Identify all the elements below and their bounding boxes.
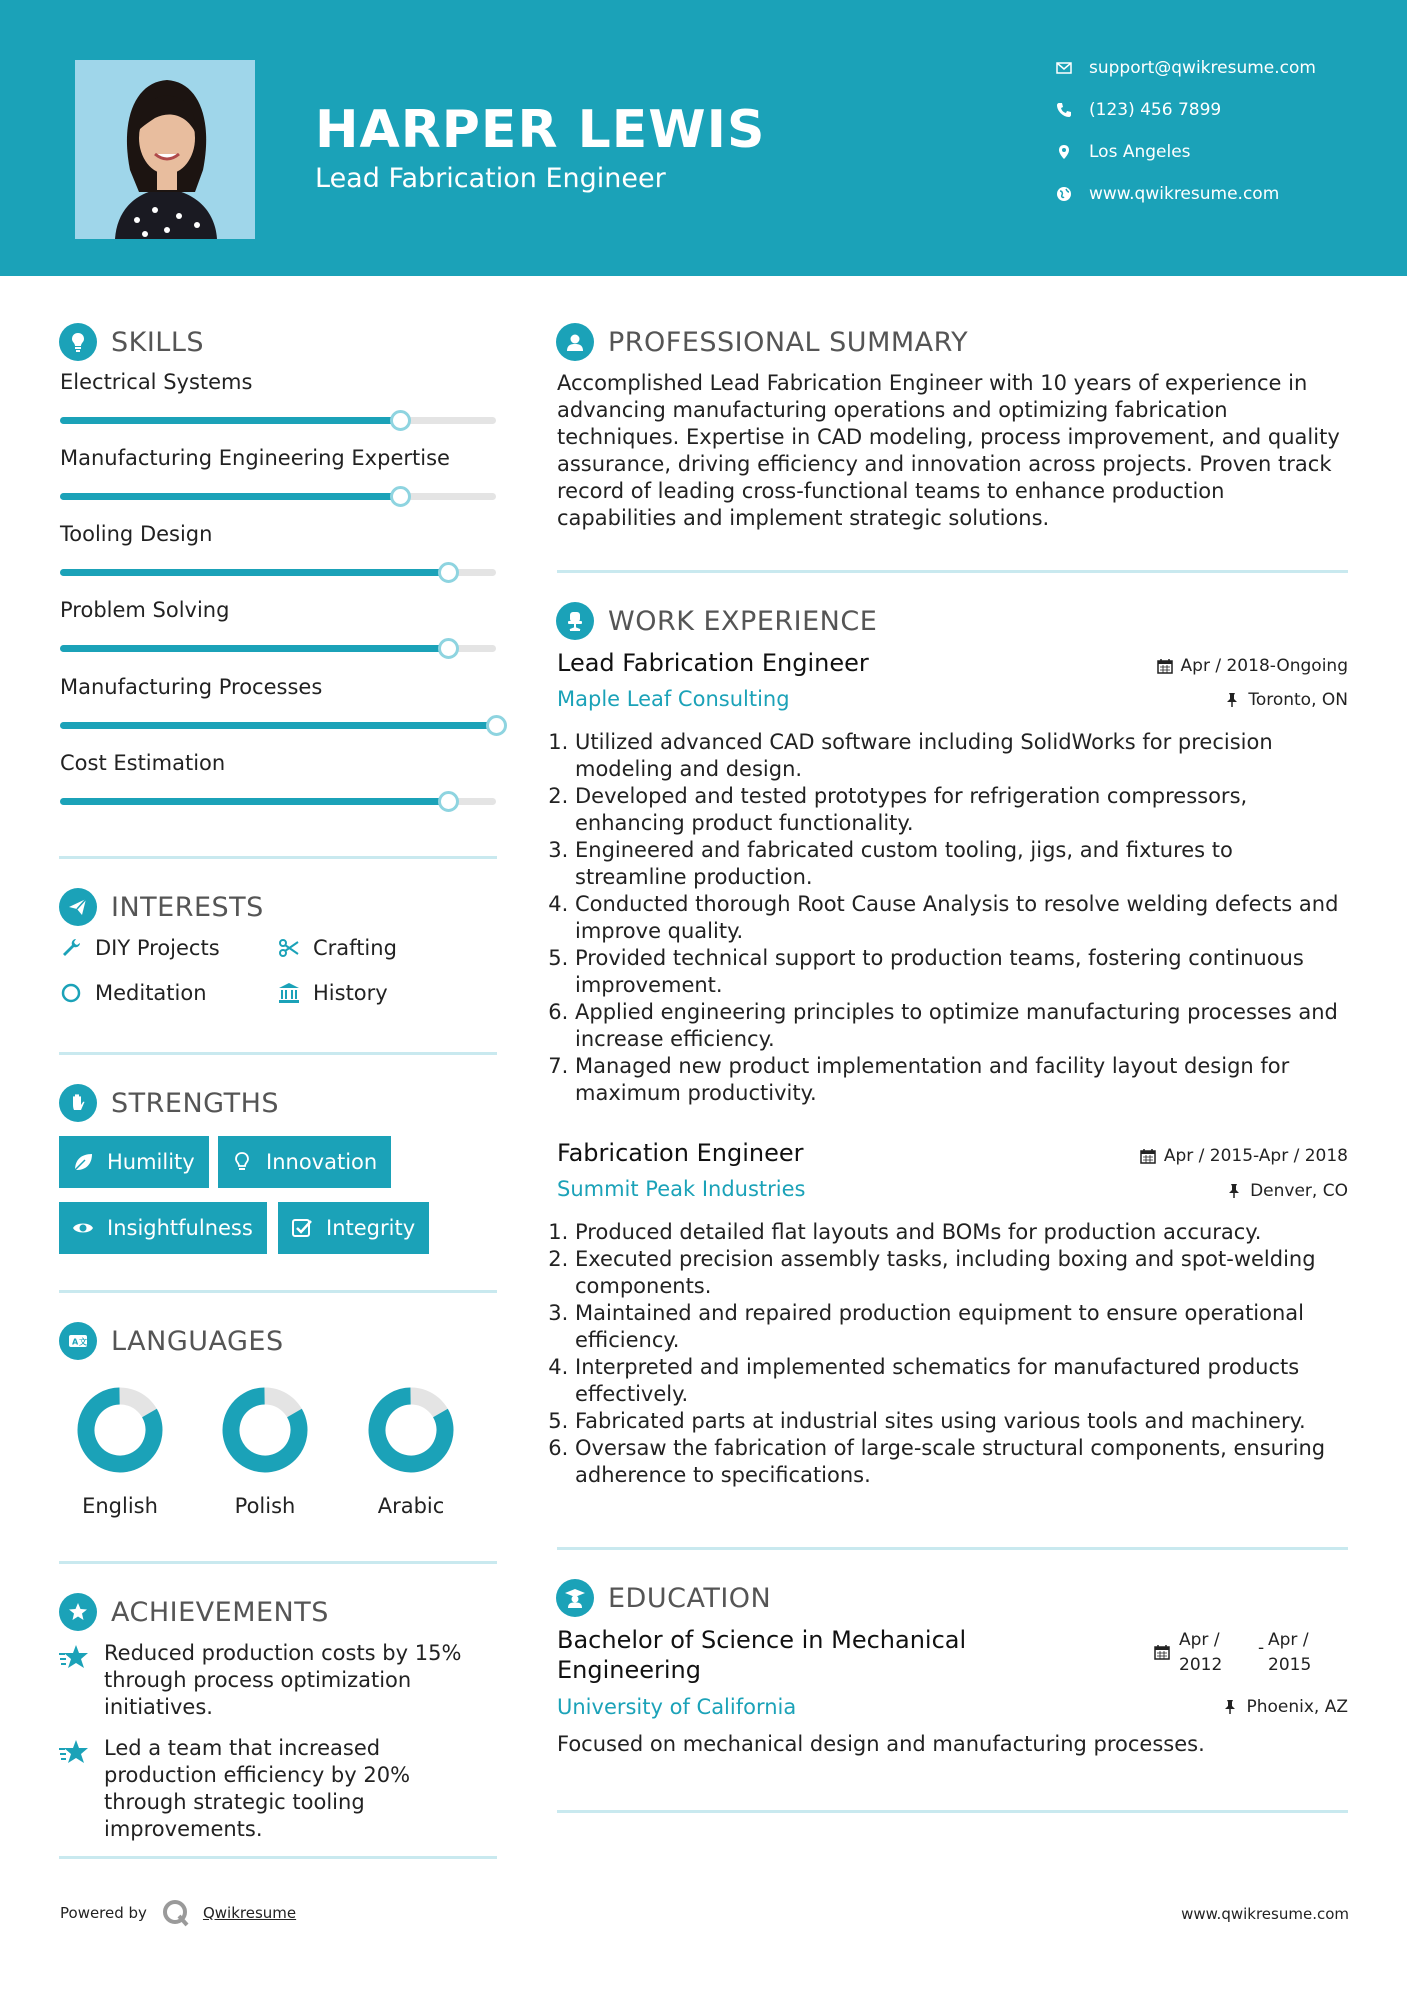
footer-branding: [60, 1898, 296, 1928]
interest-label: DIY Projects: [95, 936, 220, 960]
duty-item: 4. Interpreted and implemented schematics for manufactured products effectively.: [575, 1354, 1350, 1408]
skill-bar: [60, 798, 496, 805]
lightbulb-icon: [230, 1150, 254, 1174]
star-badge-icon: [59, 1593, 97, 1631]
calendar-icon: [1154, 1644, 1170, 1660]
divider: [59, 1052, 497, 1055]
strength-label: Integrity: [326, 1216, 416, 1240]
summary-heading: [556, 323, 968, 361]
interest-item: [59, 936, 220, 960]
wrench-icon: [59, 936, 83, 960]
language-level-ring: [365, 1384, 457, 1476]
user-icon: [556, 323, 594, 361]
graduate-icon: [556, 1579, 594, 1617]
education-end-month: Apr /: [1268, 1630, 1309, 1650]
phone-icon: [1055, 101, 1073, 119]
star-icon: [58, 1642, 90, 1672]
duty-item: 4. Conducted thorough Root Cause Analysis to resolve welding defects and improve quality.: [575, 891, 1350, 945]
divider: [557, 1547, 1348, 1550]
skill-bar-fill: [60, 722, 496, 729]
languages-title: LANGUAGES: [111, 1325, 284, 1357]
education-dates: [1154, 1628, 1349, 1678]
education-degree: Bachelor of Science in Mechanical Engineering: [557, 1626, 967, 1684]
contact-location-text: Los Angeles: [1089, 142, 1191, 162]
lightbulb-icon: [59, 323, 97, 361]
education-start: [1179, 1628, 1222, 1678]
hand-icon: [59, 1084, 97, 1122]
job-dates-text: Apr / 2015-Apr / 2018: [1163, 1146, 1348, 1166]
map-pin-icon: [1055, 143, 1073, 161]
divider: [557, 1810, 1348, 1813]
language-level-ring: [219, 1384, 311, 1476]
globe-icon: [1055, 185, 1073, 203]
language-item: [215, 1384, 315, 1518]
skill-bar: [60, 493, 496, 500]
pushpin-icon: [1224, 692, 1240, 708]
contact-website-text: www.qwikresume.com: [1089, 184, 1280, 204]
interest-label: History: [313, 981, 388, 1005]
strength-tag: [59, 1136, 209, 1188]
contact-email-text: support@qwikresume.com: [1089, 58, 1316, 78]
education-heading: [556, 1579, 771, 1617]
languages-heading: [59, 1322, 284, 1360]
divider: [59, 1856, 497, 1859]
interest-item: [277, 936, 397, 960]
divider: [557, 570, 1348, 573]
skill-name: Tooling Design: [60, 522, 213, 546]
strength-label: Insightfulness: [107, 1216, 253, 1240]
check-square-icon: [290, 1216, 314, 1240]
contact-location: [1055, 140, 1191, 164]
skill-bar-knob: [390, 486, 411, 507]
duty-item: 2. Developed and tested prototypes for refrigeration compressors, enhancing product functionality.: [575, 783, 1350, 837]
job-location: [1226, 1181, 1348, 1201]
education-end-year: 2015: [1268, 1655, 1312, 1675]
education-end: [1268, 1628, 1311, 1678]
duty-item: 3. Maintained and repaired production equipment to ensure operational efficiency.: [575, 1300, 1350, 1354]
language-name: English: [82, 1494, 158, 1518]
pushpin-icon: [1222, 1699, 1238, 1715]
skill-bar-fill: [60, 569, 448, 576]
skill-bar: [60, 569, 496, 576]
job-title: Lead Fabrication Engineer: [557, 649, 869, 677]
skill-bar: [60, 645, 496, 652]
skill-bar-knob: [390, 410, 411, 431]
candidate-title: Lead Fabrication Engineer: [315, 163, 666, 194]
leaf-icon: [71, 1150, 95, 1174]
interest-item: [59, 981, 207, 1005]
language-icon: [59, 1322, 97, 1360]
circle-icon: [59, 981, 83, 1005]
skill-bar-fill: [60, 417, 400, 424]
job-title: Fabrication Engineer: [557, 1139, 804, 1167]
summary-title: PROFESSIONAL SUMMARY: [608, 326, 969, 358]
language-item: [70, 1384, 170, 1518]
achievements-title: ACHIEVEMENTS: [111, 1596, 329, 1628]
education-start-year: 2012: [1179, 1655, 1223, 1675]
experience-heading: [556, 602, 877, 640]
paper-plane-icon: [59, 888, 97, 926]
interest-label: Crafting: [313, 936, 397, 960]
scissors-icon: [277, 936, 301, 960]
candidate-name: HARPER LEWIS: [315, 100, 766, 160]
strength-tag: [218, 1136, 391, 1188]
duty-item: 6. Oversaw the fabrication of large-scale structural components, ensuring adherence to specifications.: [575, 1435, 1350, 1489]
svg-text:A: A: [72, 1337, 79, 1347]
education-description: Focused on mechanical design and manufacturing processes.: [557, 1732, 1205, 1756]
job-duties: [575, 729, 1350, 1107]
education-date-separator: -: [1258, 1638, 1265, 1658]
interest-label: Meditation: [95, 981, 207, 1005]
eye-icon: [71, 1216, 95, 1240]
language-name: Arabic: [377, 1494, 445, 1518]
interests-heading: [59, 888, 264, 926]
skill-bar: [60, 722, 496, 729]
experience-title: WORK EXPERIENCE: [608, 605, 878, 637]
skill-name: Manufacturing Engineering Expertise: [60, 446, 450, 470]
skill-bar-knob: [486, 715, 507, 736]
job-company: Maple Leaf Consulting: [557, 687, 790, 711]
job-company: Summit Peak Industries: [557, 1177, 806, 1201]
divider: [59, 1561, 497, 1564]
job-dates: [1157, 656, 1348, 676]
divider: [59, 1290, 497, 1293]
chair-icon: [556, 602, 594, 640]
duty-item: 5. Provided technical support to production teams, fostering continuous improvement.: [575, 945, 1350, 999]
interest-item: [277, 981, 388, 1005]
strength-label: Innovation: [266, 1150, 378, 1174]
calendar-icon: [1157, 658, 1173, 674]
skill-name: Manufacturing Processes: [60, 675, 323, 699]
contact-email[interactable]: [1055, 56, 1316, 80]
skills-heading: [59, 323, 204, 361]
job-location-text: Toronto, ON: [1248, 690, 1348, 710]
contact-phone-text: (123) 456 7899: [1089, 100, 1222, 120]
language-item: [361, 1384, 461, 1518]
qwikresume-logo-icon: [161, 1898, 191, 1928]
skill-name: Problem Solving: [60, 598, 230, 622]
footer-website[interactable]: www.qwikresume.com: [1181, 1905, 1349, 1923]
contact-phone[interactable]: [1055, 98, 1221, 122]
summary-text: Accomplished Lead Fabrication Engineer with 10 years of experience in advancing manufacturing operations and optimizing fabrication techniques. Expertise in CAD modeling, process improvement, and quality assurance, driving efficiency and innovation across projects. Proven track record of leading cross-functional teams to enhance production capabilities and implement strategic solutions.: [557, 371, 1340, 530]
strengths-heading: [59, 1084, 279, 1122]
pushpin-icon: [1226, 1183, 1242, 1199]
duty-item: 2. Executed precision assembly tasks, including boxing and spot-welding components.: [575, 1246, 1350, 1300]
strength-tag: [278, 1202, 429, 1254]
museum-icon: [277, 981, 301, 1005]
divider: [59, 856, 497, 859]
education-title: EDUCATION: [608, 1582, 772, 1614]
achievements-heading: [59, 1593, 329, 1631]
duty-item: 6. Applied engineering principles to optimize manufacturing processes and increase efficiency.: [575, 999, 1350, 1053]
interests-title: INTERESTS: [111, 891, 264, 923]
strength-tag: [59, 1202, 267, 1254]
skill-bar-fill: [60, 645, 448, 652]
job-dates-text: Apr / 2018-Ongoing: [1180, 656, 1348, 676]
skill-bar-fill: [60, 493, 400, 500]
achievement-item: [58, 1640, 498, 1721]
star-icon: [58, 1737, 90, 1767]
job-dates: [1140, 1146, 1348, 1166]
skill-bar: [60, 417, 496, 424]
job-location-text: Denver, CO: [1250, 1181, 1348, 1201]
skill-bar-knob: [438, 791, 459, 812]
job-duties: [575, 1219, 1350, 1489]
duty-item: 1. Utilized advanced CAD software including SolidWorks for precision modeling and design.: [575, 729, 1350, 783]
achievement-text: Reduced production costs by 15% through process optimization initiatives.: [104, 1641, 462, 1719]
achievement-text: Led a team that increased production efficiency by 20% through strategic tooling improvements.: [104, 1736, 411, 1841]
language-level-ring: [74, 1384, 166, 1476]
skill-name: Cost Estimation: [60, 751, 226, 775]
duty-item: 5. Fabricated parts at industrial sites using various tools and machinery.: [575, 1408, 1350, 1435]
contact-website[interactable]: [1055, 182, 1279, 206]
education-school: University of California: [557, 1695, 797, 1719]
strength-label: Humility: [107, 1150, 195, 1174]
calendar-icon: [1140, 1148, 1156, 1164]
duty-item: 3. Engineered and fabricated custom tooling, jigs, and fixtures to streamline production.: [575, 837, 1350, 891]
skill-bar-fill: [60, 798, 448, 805]
svg-text:文: 文: [79, 1337, 87, 1347]
job-location: [1224, 690, 1348, 710]
envelope-icon: [1055, 59, 1073, 77]
achievement-item: [58, 1735, 498, 1843]
qwikresume-link[interactable]: Qwikresume: [202, 1904, 297, 1922]
duty-item: 1. Produced detailed flat layouts and BOMs for production accuracy.: [575, 1219, 1350, 1246]
skill-bar-knob: [438, 562, 459, 583]
duty-item: 7. Managed new product implementation and facility layout design for maximum productivity.: [575, 1053, 1350, 1107]
skill-name: Electrical Systems: [60, 370, 253, 394]
powered-by-text: Powered by: [60, 1904, 147, 1922]
education-location-text: Phoenix, AZ: [1246, 1697, 1348, 1717]
strengths-title: STRENGTHS: [111, 1087, 280, 1119]
education-location: [1222, 1697, 1348, 1717]
resume-header: [0, 0, 1407, 276]
skills-title: SKILLS: [111, 326, 205, 358]
skill-bar-knob: [438, 638, 459, 659]
education-start-month: Apr /: [1179, 1630, 1220, 1650]
profile-photo: [75, 60, 255, 239]
language-name: Polish: [234, 1494, 296, 1518]
